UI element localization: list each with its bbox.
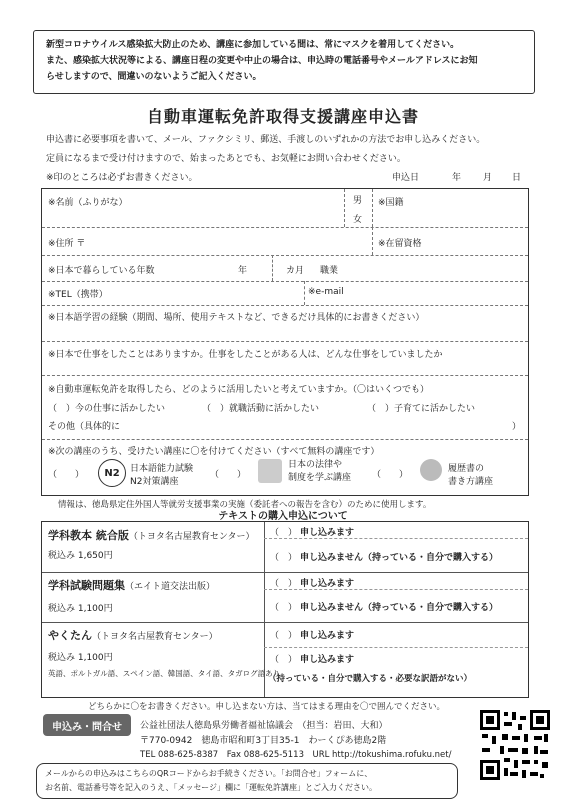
date-month: 月 <box>483 173 493 183</box>
textbook-1-decline-checkbox[interactable]: （ ） <box>270 553 298 563</box>
japanese-study-label: ※日本語学習の経験（期間、場所、使用テキストなど、できるだけ具体的にお書きください） <box>48 313 425 323</box>
textbook-3-decline: 申し込みます <box>300 655 355 665</box>
textbook-1-name: 学科教本 統合版 <box>48 529 129 542</box>
textbook-3-decline-reasons: （持っている・自分で購入する・必要な訳語がない） <box>268 674 473 684</box>
textbook-1-apply-checkbox[interactable]: （ ） <box>270 528 298 538</box>
textbook-2-price: 税込み 1,100円 <box>48 604 113 614</box>
course2-line2: 制度を学ぶ講座 <box>288 473 352 483</box>
page-title: 自動車運転免許取得支援講座申込書 <box>146 107 419 126</box>
date-label: 申込日 <box>392 173 420 183</box>
course-question: ※次の講座のうち、受けたい講座に〇を付けてください（すべて無料の講座です） <box>48 447 380 457</box>
nationality-label: ※国籍 <box>378 198 404 208</box>
textbook-2-decline: 申し込みません（持っている・自分で購入する） <box>300 603 499 613</box>
course2-line1: 日本の法律や <box>288 460 343 470</box>
course3-line1: 履歴書の <box>448 464 485 474</box>
textbook-1-publisher: （トヨタ名古屋教育センター） <box>128 532 255 542</box>
contact-tag: 申込み・問合せ <box>43 714 131 736</box>
textbook-2-apply-checkbox[interactable]: （ ） <box>270 579 298 589</box>
textbook-3-languages: 英語、ポルトガル語、スペイン語、韓国語、タイ語、タガログ語あり <box>48 669 281 678</box>
textbook-3-decline-checkbox[interactable]: （ ） <box>270 655 298 665</box>
course1-line2: N2対策講座 <box>130 477 179 487</box>
textbook-2-decline-checkbox[interactable]: （ ） <box>270 603 298 613</box>
org-name: 公益社団法人徳島県労働者福祉協議会 （担当：岩田、大和） <box>140 721 388 731</box>
textbook-2-name: 学科試験問題集 <box>48 579 125 592</box>
textbook-3-price: 税込み 1,100円 <box>48 653 113 663</box>
textbook-2-apply: 申し込みます <box>300 579 355 589</box>
email-label: ※e-mail <box>308 287 344 297</box>
bottom-note-1: メールからの申込みはこちらのQRコードからお手続きください。「お問合せ」フォームに、 <box>45 769 373 778</box>
course3-line2: 書き方講座 <box>448 477 494 487</box>
notice-line-2: また、感染拡大状況等による、講座日程の変更や中止の場合は、申込時の電話番号やメールアドレスにお知 <box>46 56 478 66</box>
n2-badge: N2 <box>98 459 126 487</box>
intro-line-3: ※印のところは必ずお書きください。 <box>46 173 198 183</box>
intro-line-1: 申込書に必要事項を書いて、メール、ファクシミリ、郵送、手渡しのいずれかの方法でお申し込みください。 <box>46 135 486 145</box>
license-option-childcare[interactable]: （ ）子育てに活かしたい <box>367 404 476 414</box>
name-label: ※名前（ふりがな） <box>48 198 128 208</box>
date-year: 年 <box>452 173 462 183</box>
covid-notice-box <box>33 30 535 94</box>
textbook-1-apply: 申し込みます <box>300 528 355 538</box>
course3-checkbox[interactable]: （ ） <box>372 470 409 480</box>
law-building-icon <box>258 459 282 483</box>
sex-female[interactable]: 女 <box>353 215 363 225</box>
license-option-job-hunting[interactable]: （ ）就職活動に活かしたい <box>202 404 320 414</box>
application-form: ※名前（ふりがな） 男 女 ※国籍 ※住所 〒 ※在留資格 ※日本で暮らしている年数 年 カ月 職業 ※TEL（携帯） ※e-mail ※日本語学習の経験（期間、場所、使用テキストなど、できるだけ具体的にお書きください） ※日本で仕事をしたことはありますか。仕事をしたことがある人は、どんな仕事をしていましたか ※自動車運転免許を取得したら、どのように活用したいと考えていますか。（〇はいくつでも） （ ）今の仕事に活かしたい （ ）就職活動に活かしたい （ ）子育てに活かしたい その他（具体的に ） ※次の講座のうち、受けたい講座に〇を付けてください（すべて無料の講座です） （ ） N2 日本語能力試験 N2対策講座 （ ） 日本の法律や 制度を学ぶ講座 （ ） 履歴書の 書き方講座 <box>41 188 529 496</box>
occupation-label: 職業 <box>320 266 339 276</box>
date-day: 日 <box>512 173 522 183</box>
textbook-1-price: 税込み 1,650円 <box>48 551 113 561</box>
email-apply-note-box <box>36 763 458 799</box>
textbook-section-title: テキストの購入申込について <box>218 511 348 522</box>
privacy-notice: 情報は、徳島県定住外国人等就労支援事業の実施（委託者への報告を含む）のために使用します。 <box>58 500 432 510</box>
work-experience-label: ※日本で仕事をしたことはありますか。仕事をしたことがある人は、どんな仕事をしていましたか <box>48 350 443 360</box>
course1-checkbox[interactable]: （ ） <box>48 470 85 480</box>
footer-instruction: どちらかに〇をお書きください。申し込まない方は、当てはまる理由を〇で囲んでください。 <box>88 702 446 712</box>
textbook-3-publisher: （トヨタ名古屋教育センター） <box>92 632 218 642</box>
textbook-1-decline: 申し込みません（持っている・自分で購入する） <box>300 553 499 563</box>
license-use-question: ※自動車運転免許を取得したら、どのように活用したいと考えていますか。（〇はいくつでも） <box>48 385 430 395</box>
textbook-3-apply: 申し込みます <box>300 631 355 641</box>
textbook-3-apply-checkbox[interactable]: （ ） <box>270 631 298 641</box>
months-unit: カ月 <box>286 266 305 276</box>
license-option-other[interactable]: その他（具体的に <box>48 422 121 432</box>
org-tel-fax-url: TEL 088-625-8387 Fax 088-625-5113 URL http://tokushima.rofuku.net/ <box>140 750 452 760</box>
resume-person-icon <box>420 459 442 481</box>
bottom-note-2: お名前、電話番号等を記入のうえ、「メッセージ」欄に「運転免許講座」とご入力ください。 <box>45 783 377 792</box>
address-label: ※住所 〒 <box>48 239 86 249</box>
course1-line1: 日本語能力試験 <box>130 464 194 474</box>
textbook-2-publisher: （エイト道交法出版） <box>125 582 216 592</box>
qr-code-icon[interactable] <box>478 708 552 782</box>
notice-line-1: 新型コロナウイルス感染拡大防止のため、講座に参加している間は、常にマスクを着用してください。 <box>46 40 460 50</box>
license-option-current-job[interactable]: （ ）今の仕事に活かしたい <box>48 404 166 414</box>
years-unit: 年 <box>238 266 248 276</box>
org-address: 〒770-0942 徳島市昭和町3丁目35-1 わーくぴあ徳島2階 <box>140 736 387 746</box>
textbook-3-name: やくたん <box>48 629 92 642</box>
years-in-japan-label: ※日本で暮らしている年数 <box>48 266 155 276</box>
residence-status-label: ※在留資格 <box>378 239 422 249</box>
textbook-order-table <box>41 521 529 698</box>
sex-male[interactable]: 男 <box>353 196 363 206</box>
course2-checkbox[interactable]: （ ） <box>210 470 247 480</box>
notice-line-3: らせしますので、間違いのないようご記入ください。 <box>46 72 262 82</box>
tel-label: ※TEL（携帯） <box>48 290 108 300</box>
intro-line-2: 定員になるまで受け付けますので、始まったあとでも、お気軽にお問い合わせください。 <box>46 154 406 164</box>
